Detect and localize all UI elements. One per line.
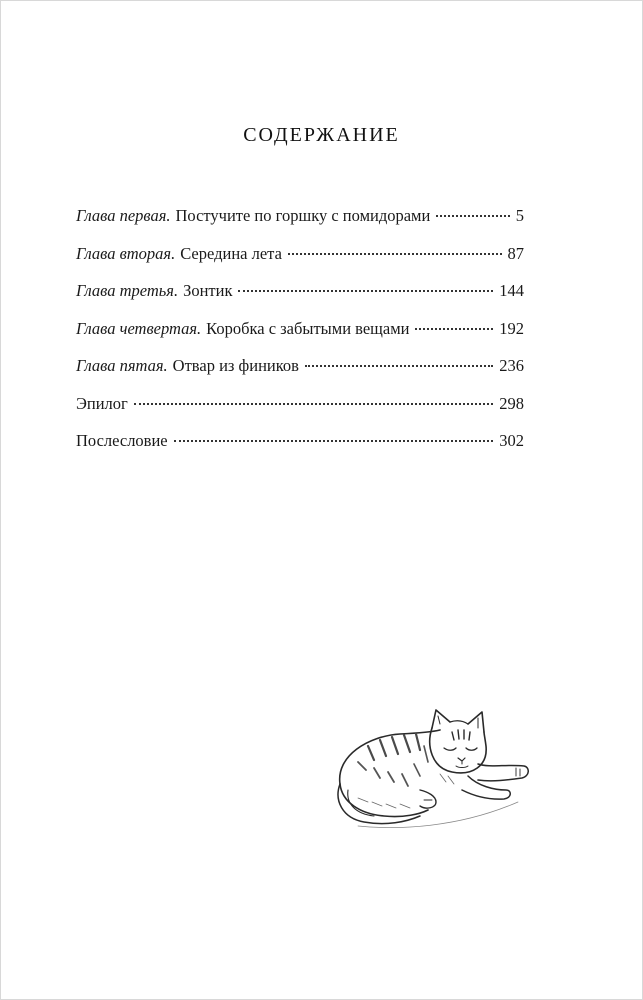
dot-leader — [174, 440, 494, 442]
chapter-title: Зонтик — [183, 281, 233, 300]
toc-entry[interactable] — [76, 394, 524, 432]
chapter-title: Середина лета — [180, 243, 282, 263]
page-number: 144 — [499, 281, 524, 300]
toc-entry[interactable] — [76, 319, 524, 357]
toc-entry[interactable] — [76, 431, 524, 469]
sleeping-cat-icon — [328, 706, 533, 836]
chapter-label: Глава вторая. — [76, 243, 176, 263]
page-number: 302 — [499, 431, 524, 450]
dot-leader — [288, 253, 502, 255]
chapter-title: Постучите по горшку с помидорами — [175, 206, 431, 225]
chapter-label: Глава третья. — [76, 281, 179, 300]
chapter-label: Глава четвертая. — [76, 318, 202, 338]
dot-leader — [134, 403, 493, 405]
dot-leader — [238, 290, 493, 292]
chapter-title: Отвар из фиников — [172, 356, 299, 375]
page-number: 87 — [507, 243, 524, 263]
dot-leader — [436, 215, 509, 217]
page-number: 298 — [499, 393, 524, 413]
dot-leader — [305, 365, 493, 367]
chapter-title: Коробка с забытыми вещами — [206, 318, 410, 338]
page-title: содержание — [243, 116, 400, 148]
page-number: 5 — [515, 206, 524, 225]
toc-entry[interactable] — [76, 356, 524, 394]
chapter-label: Глава пятая. — [76, 356, 168, 375]
toc-entry[interactable] — [76, 281, 524, 319]
page-number: 192 — [499, 318, 524, 338]
chapter-label: Глава первая. — [76, 206, 171, 225]
toc-entry[interactable] — [76, 206, 524, 244]
page-number: 236 — [499, 356, 524, 375]
toc-entry[interactable] — [76, 244, 524, 282]
chapter-title: Эпилог — [76, 393, 128, 413]
dot-leader — [415, 328, 493, 330]
table-of-contents — [76, 206, 524, 469]
chapter-title: Послесловие — [76, 431, 168, 450]
